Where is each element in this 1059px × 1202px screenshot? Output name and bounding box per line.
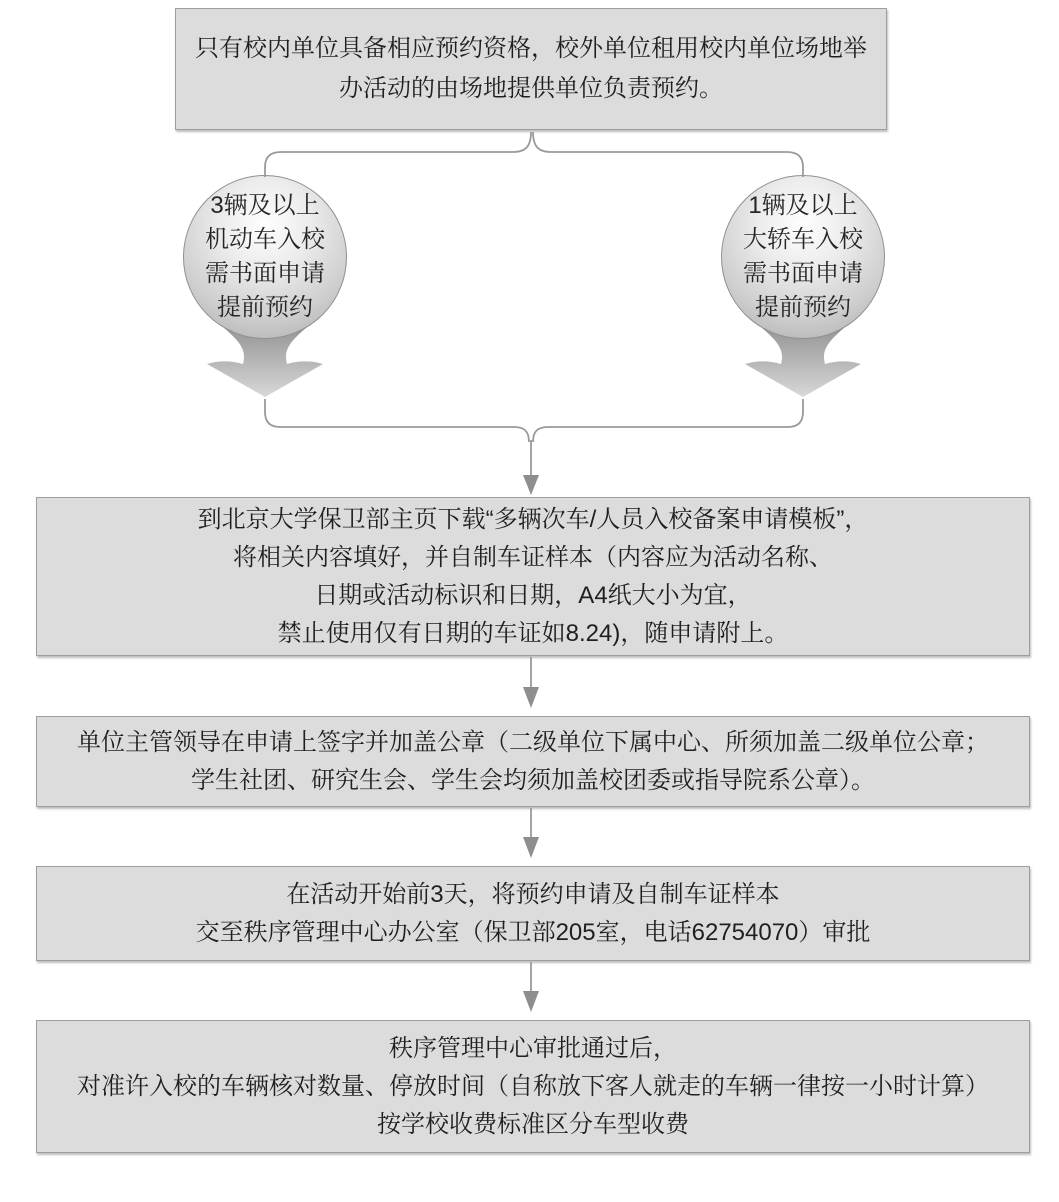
text-line: 提前预约 — [217, 294, 313, 321]
text-line: 交至秩序管理中心办公室（保卫部205室，电话62754070）审批 — [195, 918, 871, 946]
text-line: 将相关内容填好，并自制车证样本（内容应为活动名称、 — [233, 543, 833, 571]
node-intro — [175, 8, 887, 130]
arrowhead-submit-approval — [523, 991, 539, 1012]
text-line: 到北京大学保卫部主页下载“多辆次车/人员入校备案申请模板”， — [197, 505, 869, 533]
arrowhead-stamp-submit — [523, 837, 539, 858]
text-line: 大轿车入校 — [743, 226, 863, 253]
text-line: 禁止使用仅有日期的车证如8.24)，随申请附上。 — [277, 619, 789, 647]
node-submit — [36, 866, 1030, 961]
node-branch-right-sphere — [721, 175, 885, 339]
merge-arrowhead — [523, 475, 539, 495]
text-line: 需书面申请 — [205, 260, 325, 287]
text-line: 在活动开始前3天，将预约申请及自制车证样本 — [286, 880, 780, 908]
text-line: 机动车入校 — [205, 226, 325, 253]
text-line: 秩序管理中心审批通过后， — [389, 1034, 677, 1062]
branch-connector-right — [533, 132, 803, 177]
arrowhead-download-stamp — [523, 687, 539, 708]
node-approval — [36, 1020, 1030, 1153]
node-download — [36, 497, 1030, 656]
text-line: 需书面申请 — [743, 260, 863, 287]
text-line: 按学校收费标准区分车型收费 — [377, 1110, 689, 1138]
text-line: 只有校内单位具备相应预约资格，校外单位租用校内单位场地举 — [195, 35, 867, 62]
text-line: 日期或活动标识和日期，A4纸大小为宜， — [314, 581, 752, 609]
text-line: 提前预约 — [755, 294, 851, 321]
text-line: 学生社团、研究生会、学生会均须加盖校团委或指导院系公章）。 — [191, 766, 875, 794]
branch-connector-left — [265, 132, 531, 177]
text-line: 1辆及以上 — [748, 192, 858, 219]
text-line: 单位主管领导在申请上签字并加盖公章（二级单位下属中心、所须加盖二级单位公章； — [77, 728, 989, 756]
text-line: 对准许入校的车辆核对数量、停放时间（自称放下客人就走的车辆一律按一小时计算） — [77, 1072, 989, 1100]
node-stamp — [36, 716, 1030, 807]
merge-connector-left — [265, 399, 529, 442]
text-line: 3辆及以上 — [210, 192, 320, 219]
merge-connector-right — [533, 399, 803, 442]
text-line: 办活动的由场地提供单位负责预约。 — [339, 75, 723, 102]
node-branch-left-sphere — [183, 175, 347, 339]
